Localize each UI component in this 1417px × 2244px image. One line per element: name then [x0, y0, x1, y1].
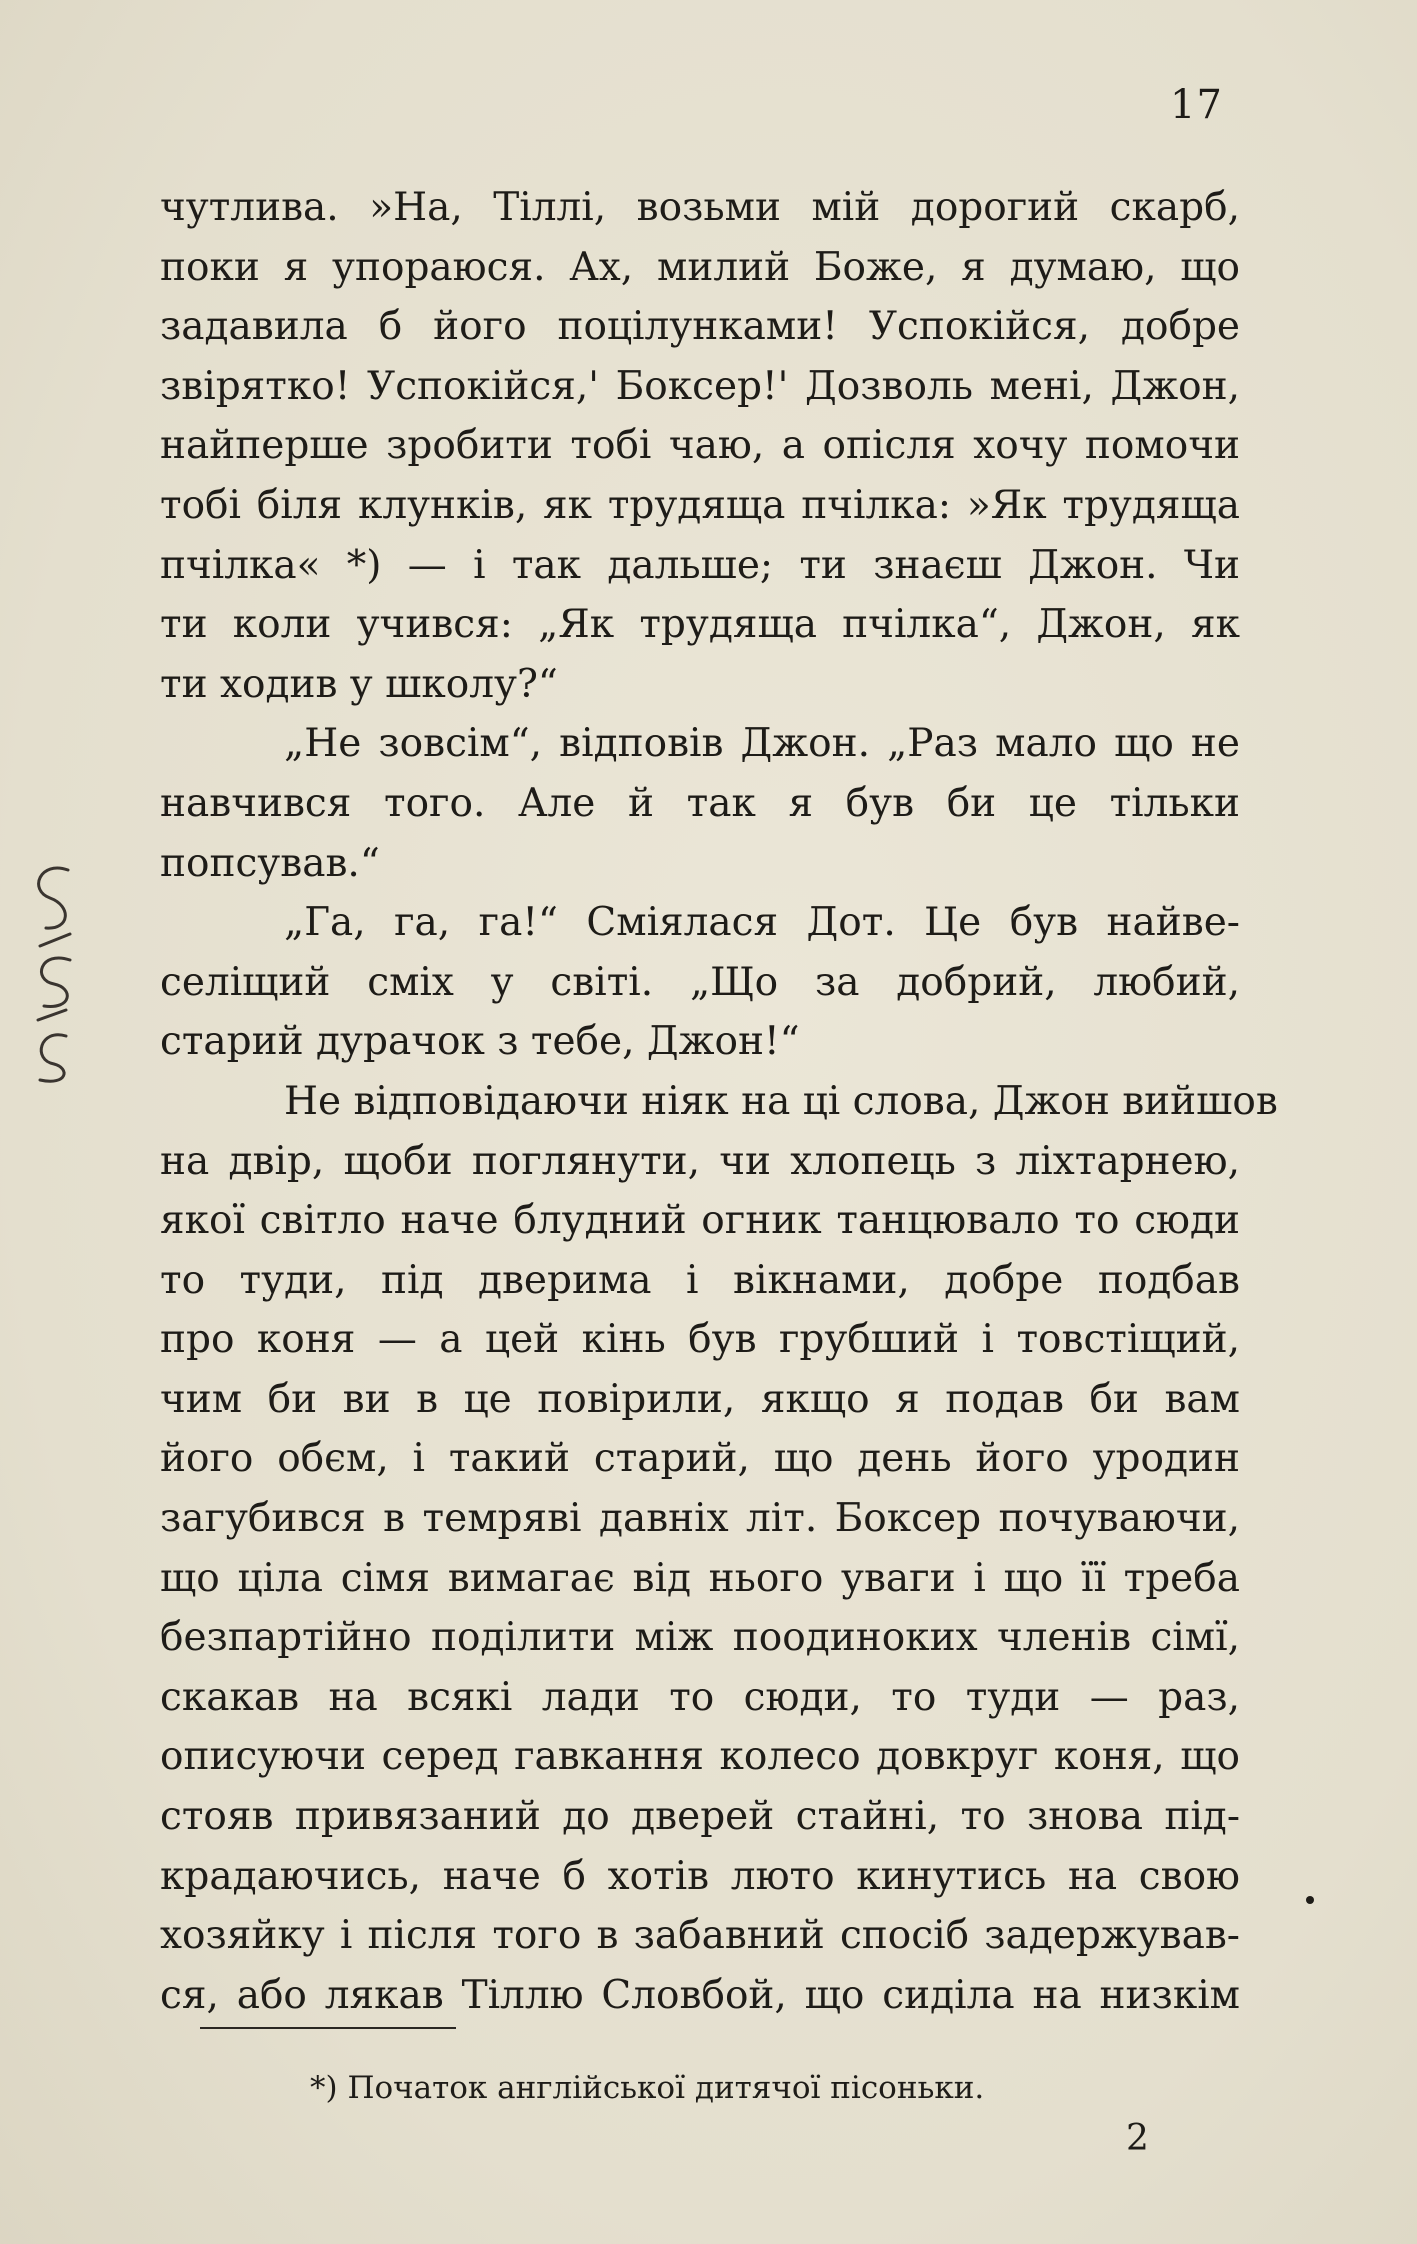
text-line: про коня — а цей кінь був грубший і товстіщий, — [160, 1317, 1240, 1363]
footnote-divider — [200, 2027, 456, 2029]
text-line: тобі біля клунків, як трудяща пчілка: »Як трудяща — [160, 482, 1240, 528]
text-line: селіщий сміх у світі. „Що за добрий, любий, — [160, 959, 1240, 1005]
text-line: „Га, га, га!“ Сміялася Дот. Це був найве- — [284, 900, 1240, 946]
text-line: ти коли учився: „Як трудяща пчілка“, Джон, як — [160, 602, 1240, 648]
text-line: якої світло наче блудний огник танцювало то сюди — [160, 1198, 1240, 1244]
handwritten-shelfmark — [10, 850, 90, 1090]
text-line: попсував.“ — [160, 840, 380, 886]
sheet-signature-number: 2 — [1126, 2118, 1149, 2159]
text-line: „Не зовсім“, відповів Джон. „Раз мало що не — [284, 721, 1240, 767]
text-line: стояв привязаний до дверей стайні, то знова під- — [160, 1794, 1240, 1840]
text-line: ти ходив у школу?“ — [160, 661, 558, 707]
text-line: старий дурачок з тебе, Джон!“ — [160, 1019, 800, 1065]
text-line: крадаючись, наче б хотів люто кинутись на свою — [160, 1853, 1240, 1899]
text-line: хозяйку і після того в забавний спосіб задержував- — [160, 1913, 1240, 1959]
ink-dot — [1306, 1896, 1314, 1904]
text-line: пчілка« *) — і так дальше; ти знаєш Джон. Чи — [160, 542, 1240, 588]
text-line: чутлива. »На, Тіллі, возьми мій дорогий скарб, — [160, 185, 1240, 230]
text-line: його обєм, і такий старий, що день його уродин — [160, 1436, 1240, 1482]
text-line: ся, або лякав Тіллю Словбой, що сиділа на низкім — [160, 1972, 1240, 2018]
text-line: що ціла сімя вимагає від нього уваги і що її треба — [160, 1555, 1240, 1601]
text-line: то туди, під дверима і вікнами, добре подбав — [160, 1257, 1240, 1303]
text-line: навчився того. Але й так я був би це тільки — [160, 780, 1240, 826]
body-text — [160, 178, 1278, 2025]
text-line: поки я упораюся. Ах, милий Боже, я думаю, що — [160, 244, 1240, 290]
text-line: звірятко! Успокійся,' Боксер!' Дозволь мені, Джон, — [160, 363, 1240, 409]
page-number: 17 — [1170, 82, 1223, 128]
text-line: безпартійно поділити між поодиноких членів сімї, — [160, 1615, 1240, 1661]
text-line: найперше зробити тобі чаю, а опісля хочу помочи — [160, 423, 1240, 469]
text-line: Не відповідаючи ніяк на ці слова, Джон вийшов — [284, 1078, 1278, 1124]
text-line: описуючи серед гавкання колесо довкруг коня, що — [160, 1734, 1240, 1780]
text-line: на двір, щоби поглянути, чи хлопець з ліхтарнею, — [160, 1138, 1240, 1184]
text-line: скакав на всякі лади то сюди, то туди — раз, — [160, 1674, 1240, 1720]
text-line: загубився в темряві давніх літ. Боксер почуваючи, — [160, 1496, 1240, 1542]
text-line: чим би ви в це повірили, якщо я подав би вам — [160, 1376, 1240, 1422]
footnote: *) Початок англійської дитячої пісоньки. — [310, 2070, 985, 2106]
text-line: задавила б його поцілунками! Успокійся, добре — [160, 304, 1240, 350]
